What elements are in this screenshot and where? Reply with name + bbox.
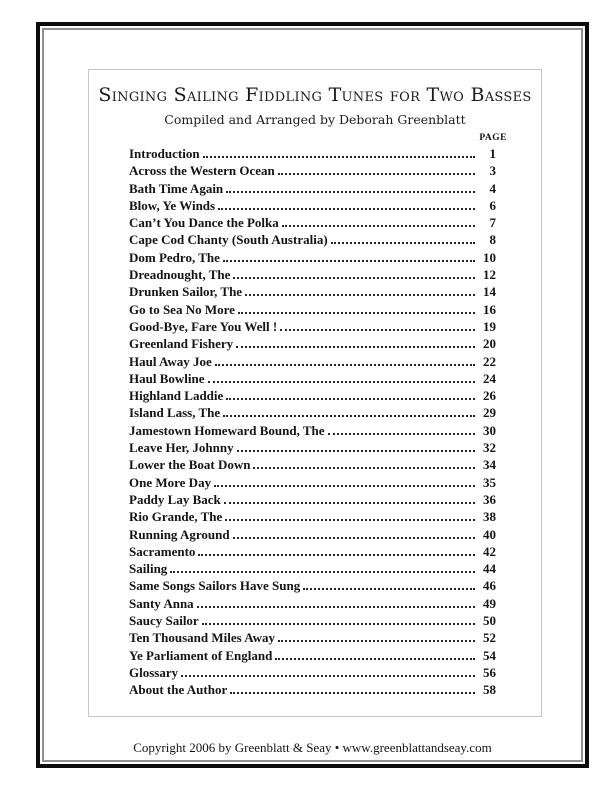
toc-entry-page: 36 xyxy=(483,491,496,507)
toc-row xyxy=(129,388,496,405)
toc-row xyxy=(129,198,496,215)
toc-entry-page: 20 xyxy=(483,336,496,352)
dotted-leader xyxy=(278,640,475,642)
toc-entry-title: Jamestown Homeward Bound, The xyxy=(129,422,325,438)
toc-row xyxy=(129,146,496,163)
toc-row xyxy=(129,561,496,578)
toc-entry-page: 35 xyxy=(483,474,496,490)
toc-entry-page: 58 xyxy=(483,682,496,698)
toc-entry-title: Greenland Fishery xyxy=(129,336,234,352)
toc-row xyxy=(129,267,496,284)
dotted-leader xyxy=(214,485,475,487)
toc-entry-page: 26 xyxy=(483,388,496,404)
toc-entry-title: Same Songs Sailors Have Sung xyxy=(129,578,301,594)
toc-entry-title: About the Author xyxy=(129,682,228,698)
toc-entry-page: 42 xyxy=(483,543,496,559)
toc-row xyxy=(129,475,496,492)
toc-entry-page: 38 xyxy=(483,509,496,525)
dotted-leader xyxy=(198,554,475,556)
toc-entry-page: 40 xyxy=(483,526,496,542)
toc-entry-title: Leave Her, Johnny xyxy=(129,440,234,456)
toc-row xyxy=(129,371,496,388)
dotted-leader xyxy=(328,433,475,435)
dotted-leader xyxy=(218,208,475,210)
book-title: Singing Sailing Fiddling Tunes for Two Basses xyxy=(98,84,532,106)
toc-entry-page: 1 xyxy=(489,146,496,161)
toc-entry-title: Sailing xyxy=(129,561,168,577)
dotted-leader xyxy=(230,692,475,694)
toc-row xyxy=(129,509,496,526)
toc-entry-title: Across the Western Ocean xyxy=(129,163,275,179)
title-wrap xyxy=(89,84,541,106)
toc-entry-title: Lower the Boat Down xyxy=(129,457,251,473)
toc-row xyxy=(129,319,496,336)
toc-entry-page: 16 xyxy=(483,301,496,317)
dotted-leader xyxy=(170,571,475,573)
dotted-leader xyxy=(226,398,475,400)
toc-row xyxy=(129,284,496,301)
toc-row xyxy=(129,682,496,699)
toc-entry-title: Cape Cod Chanty (South Australia) xyxy=(129,232,328,248)
toc-entry-page: 50 xyxy=(483,613,496,629)
dotted-leader xyxy=(253,467,475,469)
toc-entry-title: Island Lass, The xyxy=(129,405,221,421)
toc-entry-title: Santy Anna xyxy=(129,595,194,611)
toc-entry-page: 6 xyxy=(489,197,496,213)
toc-entry-title: Bath Time Again xyxy=(129,180,224,196)
toc-entry-page: 8 xyxy=(489,232,496,248)
dotted-leader xyxy=(226,191,475,193)
toc-entry-page: 52 xyxy=(483,630,496,646)
toc-entry-page: 32 xyxy=(483,440,496,456)
dotted-leader xyxy=(280,329,475,331)
toc-row xyxy=(129,302,496,319)
dotted-leader xyxy=(202,623,475,625)
toc-entry-title: Dreadnought, The xyxy=(129,267,231,283)
page-column-header: PAGE xyxy=(479,133,507,143)
dotted-leader xyxy=(303,588,475,590)
toc-row xyxy=(129,215,496,232)
toc-entry-page: 12 xyxy=(483,267,496,283)
dotted-leader xyxy=(237,450,475,452)
toc-entry-page: 49 xyxy=(483,595,496,611)
dotted-leader xyxy=(225,519,475,521)
dotted-leader xyxy=(223,260,475,262)
toc-row xyxy=(129,163,496,180)
toc-entry-title: One More Day xyxy=(129,474,212,490)
dotted-leader xyxy=(278,173,475,175)
toc-entry-title: Haul Away Joe xyxy=(129,353,212,369)
toc-entry-title: Sacramento xyxy=(129,543,196,559)
dotted-leader xyxy=(236,346,475,348)
toc-entry-title: Ye Parliament of England xyxy=(129,647,273,663)
toc-row xyxy=(129,648,496,665)
dotted-leader xyxy=(282,225,475,227)
toc-entry-title: Can’t You Dance the Polka xyxy=(129,215,279,231)
toc-entry-title: Haul Bowline xyxy=(129,370,205,386)
toc-row xyxy=(129,527,496,544)
toc-row xyxy=(129,440,496,457)
toc-entry-page: 10 xyxy=(483,249,496,265)
dotted-leader xyxy=(208,381,476,383)
toc-entry-title: Paddy Lay Back xyxy=(129,491,221,507)
dotted-leader xyxy=(203,156,475,158)
toc-entry-title: Good-Bye, Fare You Well ! xyxy=(129,318,278,334)
toc-list xyxy=(89,146,541,700)
toc-entry-page: 14 xyxy=(483,284,496,300)
toc-content-box xyxy=(88,69,542,717)
dotted-leader xyxy=(181,675,475,677)
toc-entry-title: Rio Grande, The xyxy=(129,509,223,525)
toc-row xyxy=(129,232,496,249)
toc-entry-title: Go to Sea No More xyxy=(129,301,235,317)
toc-entry-page: 7 xyxy=(489,215,496,231)
toc-row xyxy=(129,630,496,647)
dotted-leader xyxy=(275,658,475,660)
toc-row xyxy=(129,457,496,474)
dotted-leader xyxy=(245,294,475,296)
toc-entry-page: 46 xyxy=(483,578,496,594)
dotted-leader xyxy=(215,364,475,366)
toc-entry-title: Glossary xyxy=(129,664,179,680)
toc-row xyxy=(129,181,496,198)
toc-row xyxy=(129,544,496,561)
dotted-leader xyxy=(197,606,475,608)
toc-entry-title: Blow, Ye Winds xyxy=(129,197,216,213)
toc-entry-page: 24 xyxy=(483,370,496,386)
toc-entry-page: 44 xyxy=(483,561,496,577)
toc-row xyxy=(129,596,496,613)
toc-entry-title: Running Aground xyxy=(129,526,230,542)
toc-row xyxy=(129,423,496,440)
dotted-leader xyxy=(331,242,475,244)
toc-entry-title: Highland Laddie xyxy=(129,388,224,404)
toc-entry-page: 22 xyxy=(483,353,496,369)
toc-entry-page: 56 xyxy=(483,664,496,680)
toc-entry-title: Ten Thousand Miles Away xyxy=(129,630,276,646)
toc-entry-page: 30 xyxy=(483,422,496,438)
toc-entry-page: 29 xyxy=(483,405,496,421)
dotted-leader xyxy=(238,312,475,314)
toc-entry-title: Dom Pedro, The xyxy=(129,249,220,265)
toc-entry-page: 3 xyxy=(489,163,496,179)
book-subtitle: Compiled and Arranged by Deborah Greenblatt xyxy=(164,112,466,127)
toc-entry-title: Drunken Sailor, The xyxy=(129,284,243,300)
toc-entry-page: 54 xyxy=(483,647,496,663)
toc-row xyxy=(129,578,496,595)
toc-row xyxy=(129,613,496,630)
copyright-footer: Copyright 2006 by Greenblatt & Seay • www.greenblattandseay.com xyxy=(133,740,492,755)
toc-row xyxy=(129,665,496,682)
dotted-leader xyxy=(233,537,475,539)
toc-entry-page: 34 xyxy=(483,457,496,473)
toc-entry-title: Saucy Sailor xyxy=(129,613,199,629)
toc-row xyxy=(129,250,496,267)
toc-row xyxy=(129,405,496,422)
dotted-leader xyxy=(233,277,475,279)
toc-entry-page: 4 xyxy=(489,180,496,196)
toc-entry-title: Introduction xyxy=(129,146,200,161)
toc-entry-page: 19 xyxy=(483,318,496,334)
dotted-leader xyxy=(224,502,475,504)
dotted-leader xyxy=(223,415,475,417)
toc-row xyxy=(129,336,496,353)
toc-row xyxy=(129,354,496,371)
toc-row xyxy=(129,492,496,509)
